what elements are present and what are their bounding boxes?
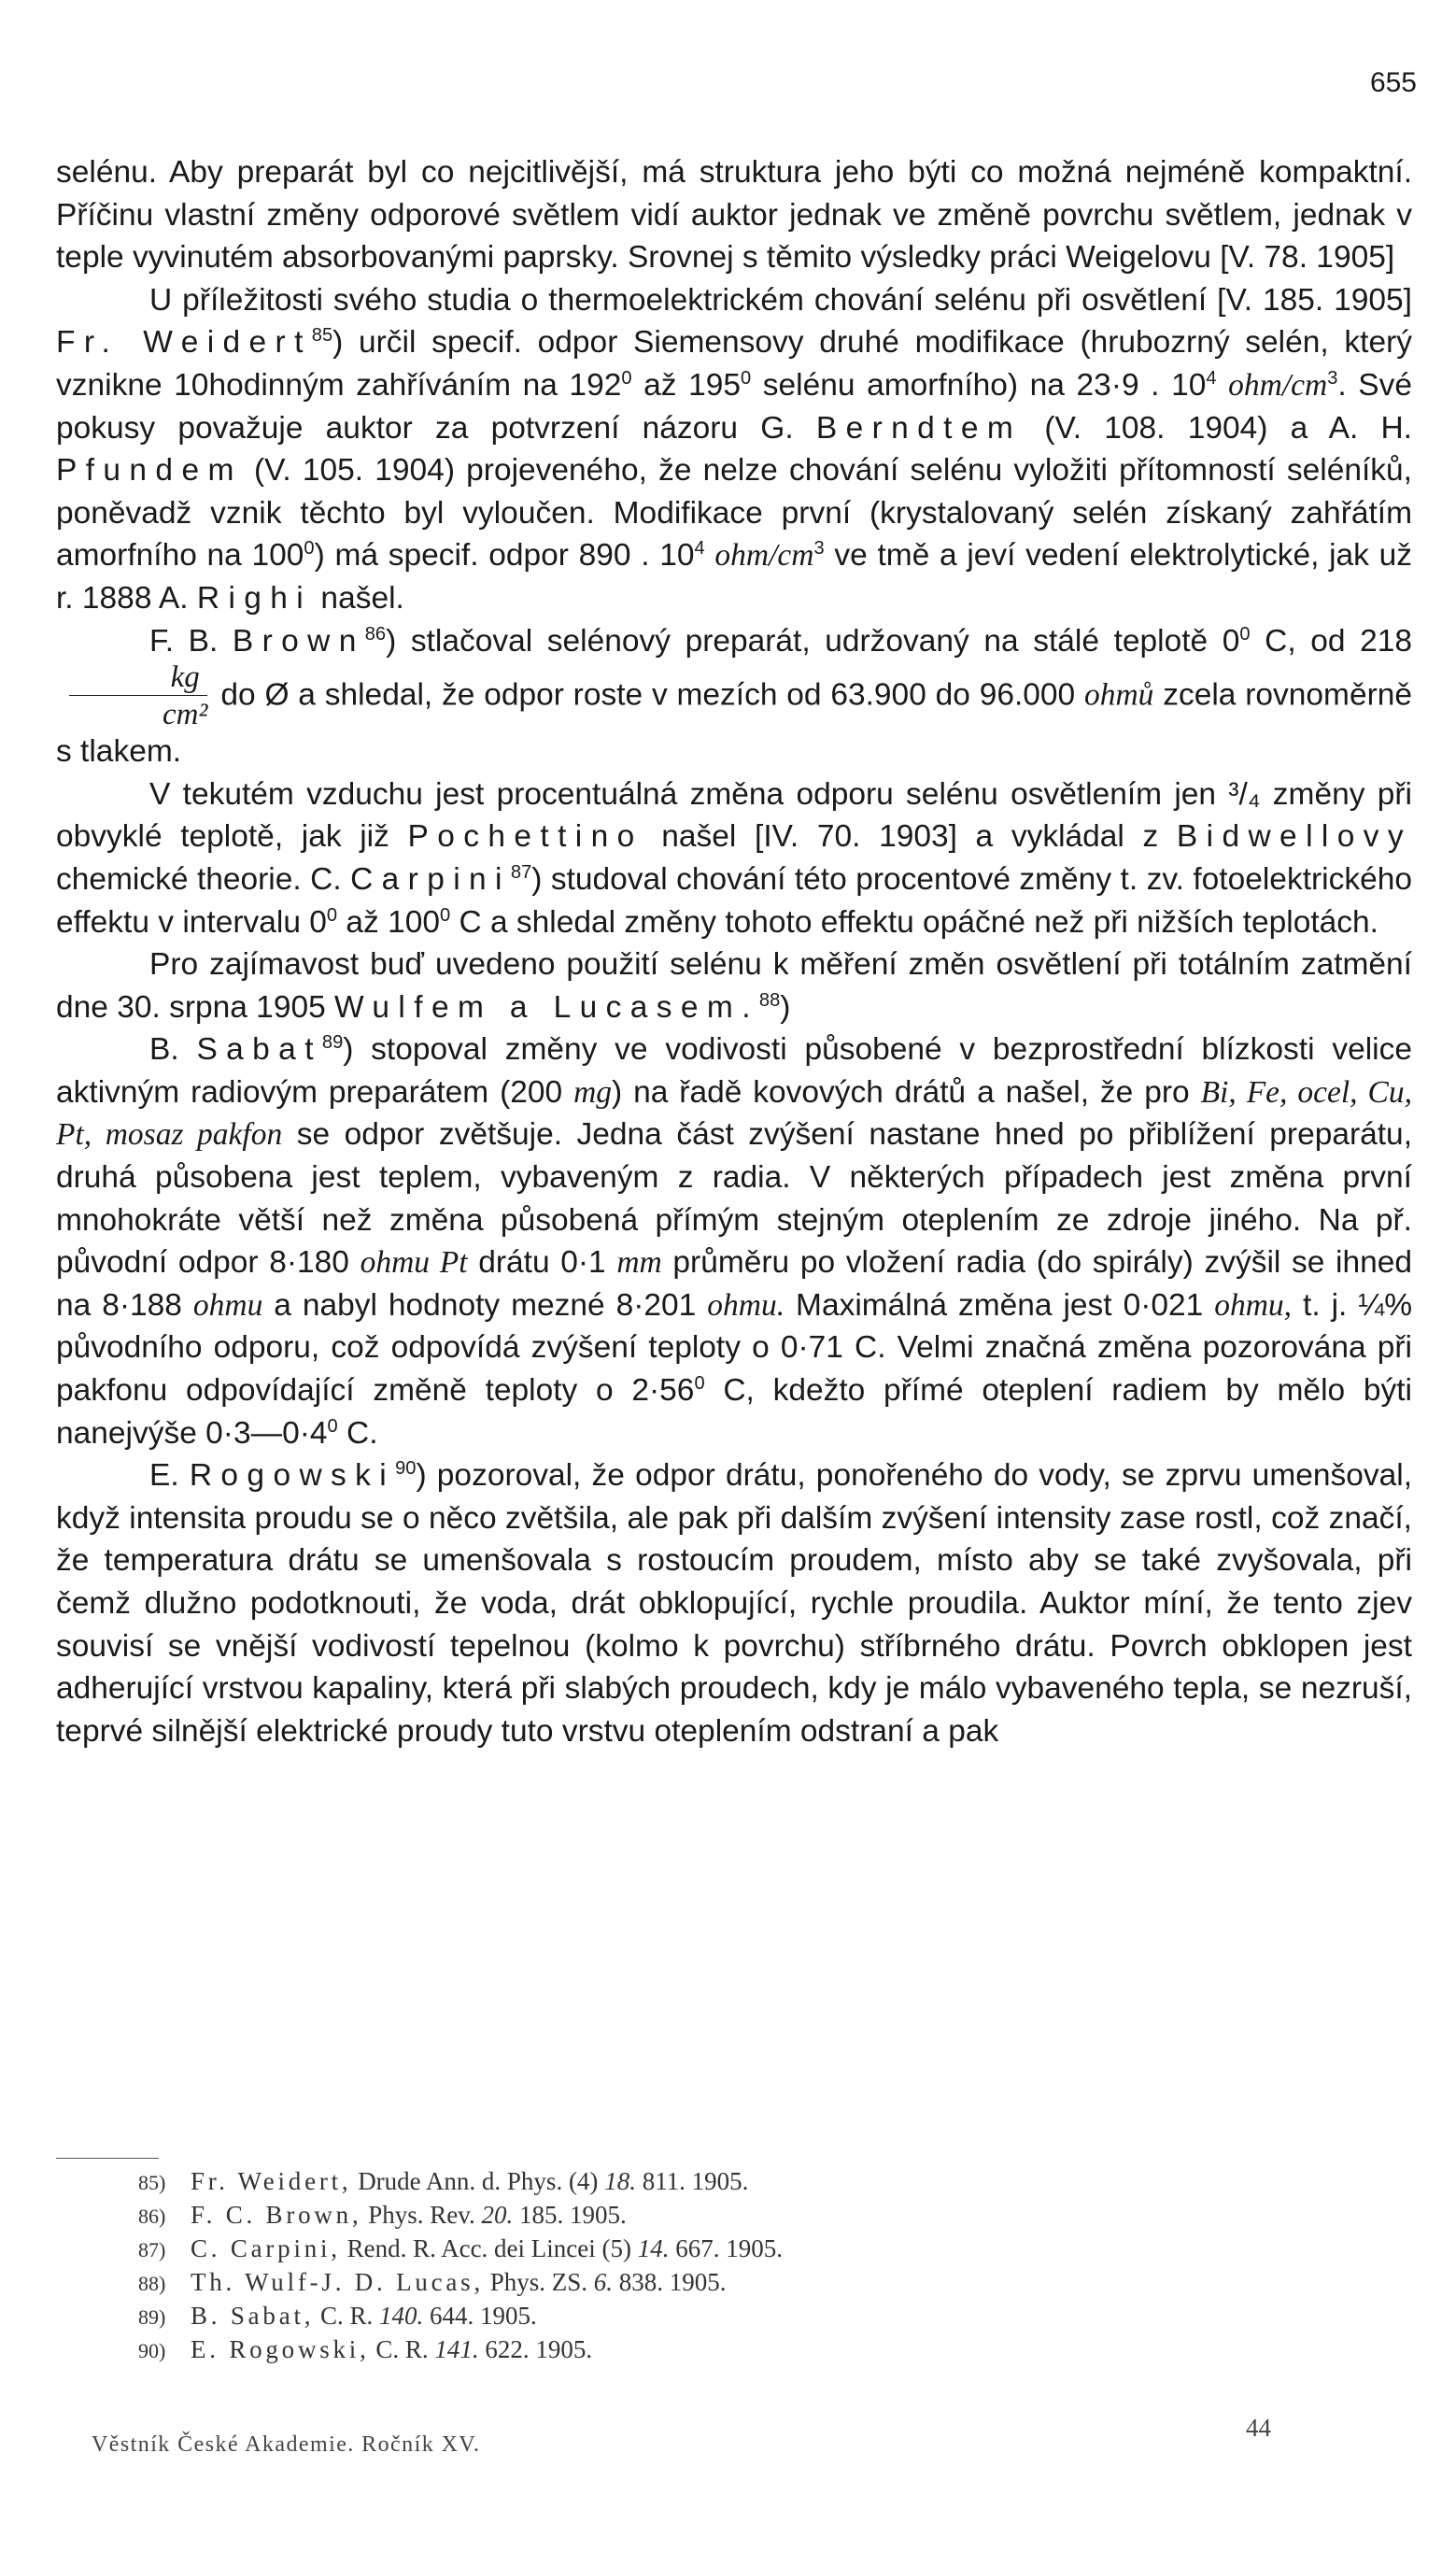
text-run: B. bbox=[149, 1032, 197, 1068]
author-name: Fr. Weidert bbox=[56, 325, 312, 361]
footnote-author: F. C. Brown, bbox=[191, 2201, 362, 2229]
footnote-source: C. R. bbox=[320, 2302, 380, 2330]
text-run: selénu. Aby preparát byl co nejcitlivější, má struktura jeho býti co možná nejméně kompaktní. Příčinu vlastní změny odporové světlem vidí auktor jednak ve změně povrchu světlem, jednak v teple vyvinutém absorbovanými paprsky. Srovnej s těmito výsledky práci Weigelovu [V. 78. 1905] bbox=[56, 155, 1412, 276]
footnote-volume: 20. bbox=[481, 2201, 514, 2229]
footnote-author: C. Carpini, bbox=[191, 2234, 341, 2262]
text-run: se odpor zvětšuje. Jedna část zvýšení nastane hned po přiblížení preparátu, druhá působena jest teplem, vybaveným z radia. V některých případech jest změna první mnohokráte větší než změna působená přímým stejným oteplením ze zdroje jiného. Na př. původní odpor 8·180 bbox=[56, 1117, 1412, 1281]
text-run: ) bbox=[780, 989, 791, 1025]
text-run: t. j. ¼% původního odporu, což odpovídá zvýšení teploty o 0·71 C. Velmi značná změna pozorována při pakfonu odpovídající změně teploty o 2·56 bbox=[56, 1287, 1413, 1409]
author-name: Berndtem bbox=[815, 410, 1023, 446]
text-run: . Své pokusy považuje auktor za potvrzení názoru G. bbox=[56, 367, 1413, 446]
footnote-source: C. R. bbox=[375, 2335, 435, 2363]
text-run: ) má specif. odpor 890 . 10 bbox=[314, 538, 695, 574]
text-run: a nabyl hodnoty mezné 8·201 bbox=[262, 1287, 708, 1323]
footnote-ref: 85 bbox=[311, 325, 333, 347]
text-run: až 195 bbox=[631, 367, 741, 403]
paragraph-p5 bbox=[56, 943, 1412, 1028]
footnote-author: Fr. Weidert, bbox=[191, 2167, 352, 2195]
text-run: ) pozoroval, že odpor drátu, ponořeného do vody, se zprvu umenšoval, když intensita proudu se o něco zvětšila, ale pak při dalším zvýšení intensity zase rostl, což značí, že temperatura drátu se umenšovala s rostoucím proudem, místo aby se také zvyšovala, při čemž dlužno podotknouti, že voda, drát obklopující, rychle proudila. Auktor míní, že tento zjev souvisí se vnější vodivostí tepelnou (kolmo k povrchu) stříbrného drátu. Povrch obklopen jest adherující vrstvou kapaliny, která při slabých proudech, kdy je málo vybaveného tepla, se nezruší, teprvé silnější elektrické proudy tuto vrstvu oteplením odstraní a pak bbox=[56, 1458, 1412, 1749]
text-run bbox=[705, 538, 715, 573]
footnote-ref: 88 bbox=[758, 989, 781, 1011]
footnote-volume: 18. bbox=[604, 2167, 636, 2195]
text-run: C. bbox=[337, 1415, 378, 1451]
footnote-number: 87) bbox=[138, 2238, 166, 2261]
footnote-item bbox=[138, 2266, 1166, 2300]
footnote-ref: 4 bbox=[1206, 367, 1217, 389]
unit-italic: mm bbox=[616, 1245, 662, 1281]
text-run: do Ø a shledal, že odpor roste v mezích od 63.900 do 96.000 bbox=[220, 677, 1084, 713]
footnote-ref: 0 bbox=[439, 904, 451, 926]
text-run: našel [IV. 70. 1903] a vykládal z bbox=[643, 819, 1177, 855]
unit-italic: ohmů bbox=[1083, 677, 1154, 713]
text-run: zcela rovnoměrně s tlakem. bbox=[56, 677, 1412, 770]
unit-italic: ohm/cm bbox=[1228, 367, 1328, 403]
paragraph-p3 bbox=[56, 620, 1412, 773]
footnote-ref: 90 bbox=[395, 1458, 417, 1480]
footnote-pages: 811. 1905. bbox=[635, 2167, 749, 2195]
footnote-author: Th. Wulf-J. D. Lucas, bbox=[191, 2268, 484, 2296]
text-run bbox=[1217, 368, 1229, 403]
footnote-item bbox=[138, 2300, 1166, 2333]
text-run: Pro zajímavost buď uvedeno použití selénu k měření změn osvětlení při totálním zatmění dne 30. srpna 1905 bbox=[56, 947, 1412, 1025]
text-run: E. bbox=[149, 1458, 190, 1494]
footnote-ref: 0 bbox=[694, 1372, 705, 1394]
unit-italic: Bi, Fe, ocel, Cu, Pt, mosaz pakfon bbox=[56, 1074, 1412, 1153]
text-run: C, od 218 bbox=[1250, 623, 1412, 659]
text-run: ) stlačoval selénový preparát, udržovaný na stálé teplotě 0 bbox=[386, 623, 1240, 659]
unit-italic: ohmu bbox=[192, 1287, 263, 1323]
author-name: Brown bbox=[232, 623, 365, 659]
article-body bbox=[56, 151, 1412, 1752]
text-run: našel. bbox=[312, 580, 404, 616]
footnote-item bbox=[138, 2165, 1166, 2199]
text-run: drátu 0·1 bbox=[467, 1245, 617, 1281]
footnote-number: 85) bbox=[138, 2171, 166, 2194]
footnote-volume: 140. bbox=[379, 2302, 424, 2330]
footnote-ref: 3 bbox=[1327, 367, 1338, 389]
page-number: 655 bbox=[1369, 67, 1417, 98]
footnote-pages: 185. 1905. bbox=[513, 2201, 627, 2229]
footnote-ref: 89 bbox=[321, 1032, 344, 1054]
footnote-pages: 622. 1905. bbox=[478, 2335, 593, 2363]
text-run: chemické theorie. C. bbox=[56, 861, 351, 897]
footnote-number: 89) bbox=[138, 2305, 166, 2329]
author-name: Carpini bbox=[350, 861, 511, 897]
footnote-volume: 6. bbox=[593, 2268, 614, 2296]
footnote-ref: 86 bbox=[364, 623, 387, 645]
author-name: Sabat bbox=[196, 1032, 322, 1068]
paragraph-p4 bbox=[56, 773, 1412, 943]
text-run: průměru po vložení radia (do spirály) zvýšil se ihned na 8·188 bbox=[56, 1245, 1413, 1323]
text-run: až 100 bbox=[337, 904, 440, 940]
text-run: ) studoval chování této procentové změny t. zv. fotoelektrického effektu v intervalu 0 bbox=[56, 861, 1412, 940]
paragraph-p7 bbox=[56, 1454, 1412, 1752]
text-run: selénu amorfního) na 23·9 . 10 bbox=[751, 367, 1207, 403]
text-run: ) stopoval změny ve vodivosti působené v bezprostřední blízkosti velice aktivným radiovým preparátem (200 bbox=[56, 1032, 1412, 1110]
footnote-ref: 3 bbox=[813, 538, 825, 560]
paragraph-p2 bbox=[56, 279, 1412, 620]
author-name: Pfundem bbox=[56, 453, 243, 489]
author-name: Pochettino bbox=[407, 819, 643, 855]
footnote-ref: 87 bbox=[510, 861, 532, 883]
footnote-pages: 644. 1905. bbox=[423, 2302, 537, 2330]
footnote-item bbox=[138, 2233, 1166, 2266]
unit-italic: ohmu Pt bbox=[360, 1245, 468, 1281]
unit-italic: mg bbox=[573, 1074, 613, 1110]
text-run: U příležitosti svého studia o thermoelektrickém chování selénu při osvětlení [V. 185. 1905] bbox=[149, 282, 1412, 318]
signature-mark: 44 bbox=[1246, 2414, 1271, 2442]
footnote-item bbox=[138, 2333, 1166, 2367]
text-run: F. B. bbox=[149, 623, 233, 659]
text-run: V tekutém vzduchu jest procentuálná změna odporu selénu osvětlením jen ³/₄ změny při obvyklé teplotě, jak již bbox=[56, 776, 1412, 855]
author-name: Righi bbox=[196, 580, 313, 616]
journal-footer: Věstník České Akademie. Ročník XV. bbox=[92, 2432, 481, 2457]
unit-italic: ohmu. bbox=[707, 1287, 785, 1323]
unit-italic: ohm/cm bbox=[714, 538, 814, 574]
text-run: ) na řadě kovových drátů a našel, že pro bbox=[612, 1074, 1201, 1110]
unit-italic: ohmu, bbox=[1214, 1287, 1293, 1323]
footnote-source: Rend. R. Acc. dei Lincei (5) bbox=[346, 2234, 638, 2262]
footnote-ref: 0 bbox=[304, 538, 315, 560]
fraction-numerator: kg bbox=[69, 662, 207, 696]
footnote-number: 90) bbox=[138, 2339, 166, 2362]
fraction-denominator: cm² bbox=[163, 698, 208, 732]
text-run: ) určil specif. odpor Siemensovy druhé modifikace (hrubozrný selén, který vznikne 10hodinným zahříváním na 192 bbox=[56, 325, 1412, 403]
footnote-source: Drude Ann. d. Phys. (4) bbox=[358, 2167, 605, 2195]
author-name: Rogowski bbox=[189, 1458, 396, 1494]
footnote-pages: 667. 1905. bbox=[669, 2234, 783, 2262]
footnote-source: Phys. ZS. bbox=[489, 2268, 594, 2296]
text-run: C a shledal změny tohoto effektu opáčné než při nižších teplotách. bbox=[450, 904, 1378, 940]
paragraph-p1 bbox=[56, 151, 1412, 279]
footnote-source: Phys. Rev. bbox=[368, 2201, 482, 2229]
text-run: C, kdežto přímé oteplení radiem by mělo býti nanejvýše 0·3—0·4 bbox=[56, 1373, 1412, 1451]
footnote-number: 88) bbox=[138, 2272, 166, 2295]
footnote-volume: 14. bbox=[637, 2234, 670, 2262]
footnote-item bbox=[138, 2199, 1166, 2233]
footnote-volume: 141. bbox=[434, 2335, 479, 2363]
text-run: (V. 108. 1904) a A. H. bbox=[1022, 410, 1412, 446]
footnote-ref: 0 bbox=[327, 1415, 338, 1437]
text-run: ve tmě a jeví vedení elektrolytické, jak už r. 1888 A. bbox=[56, 538, 1413, 616]
footnote-ref: 0 bbox=[621, 367, 632, 389]
unit-fraction bbox=[69, 662, 207, 730]
footnote-ref: 0 bbox=[741, 367, 752, 389]
footnotes bbox=[138, 2165, 1166, 2367]
footnote-ref: 0 bbox=[326, 904, 338, 926]
text-run: (V. 105. 1904) projeveného, že nelze chování selénu vyložiti přítomností seléníků, poněvadž vznik těchto byl vyloučen. Modifikace první (krystalovaný selén získaný zahřátím amorfního na 100 bbox=[56, 453, 1412, 574]
footnote-author: B. Sabat, bbox=[191, 2302, 315, 2330]
footnote-number: 86) bbox=[138, 2205, 166, 2228]
author-name: Bidwellovy bbox=[1176, 819, 1412, 855]
author-name: Wulfem a Lucasem. bbox=[334, 989, 759, 1025]
text-run: Maximálná změna jest 0·021 bbox=[785, 1287, 1215, 1323]
footnote-ref: 0 bbox=[1239, 623, 1251, 645]
footnote-author: E. Rogowski, bbox=[191, 2335, 370, 2363]
footnote-pages: 838. 1905. bbox=[613, 2268, 727, 2296]
paragraph-p6 bbox=[56, 1028, 1412, 1454]
footnote-ref: 4 bbox=[694, 538, 705, 560]
footnote-separator bbox=[56, 2158, 159, 2159]
